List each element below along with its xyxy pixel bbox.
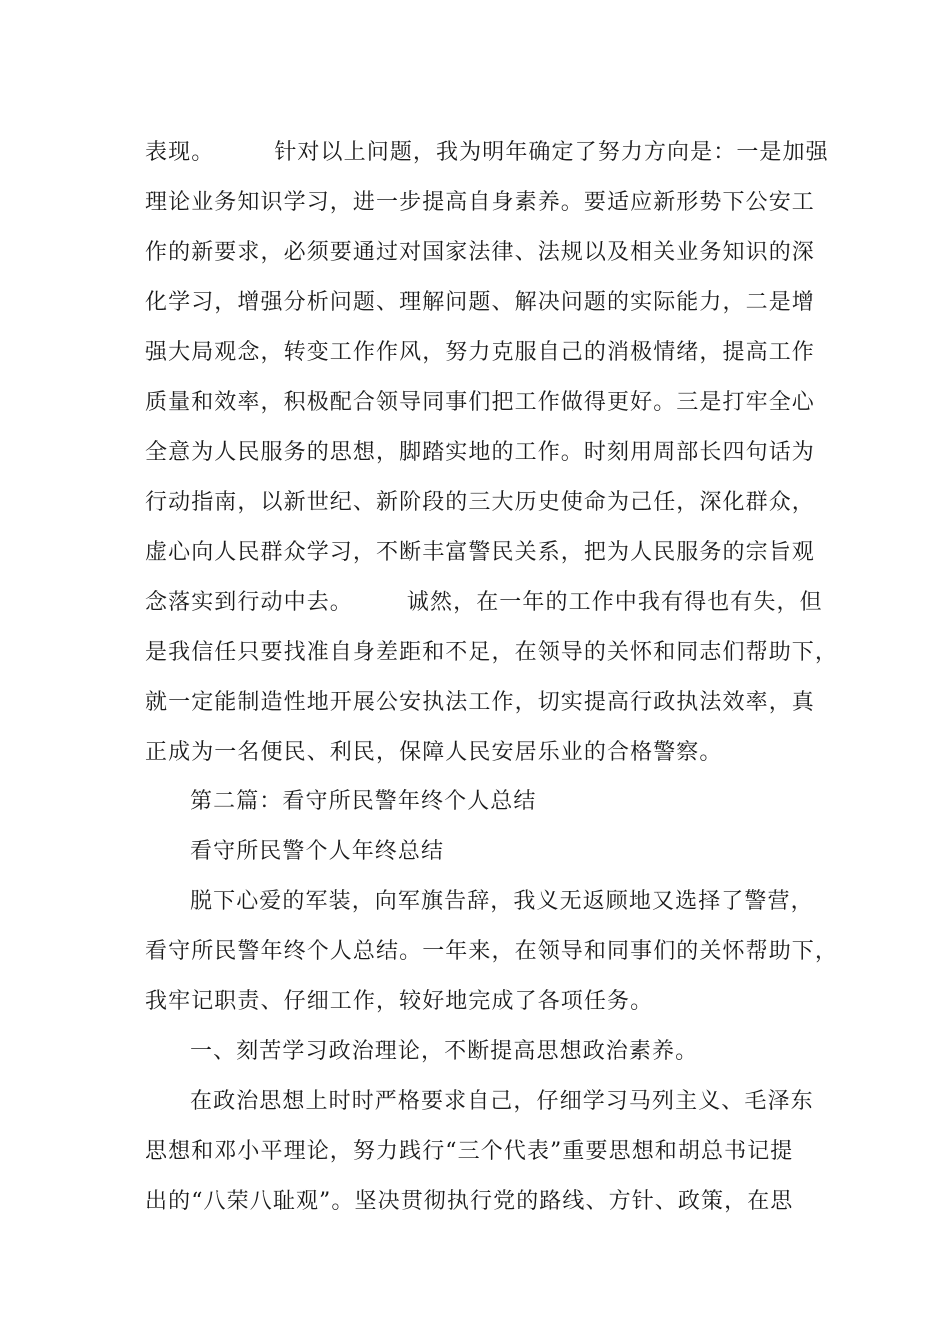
text-line: 行动指南，以新世纪、新阶段的三大历史使命为己任，深化群众， — [145, 490, 815, 515]
text-line — [145, 588, 823, 618]
text-line: 就一定能制造性地开展公安执法工作，切实提高行政执法效率，真 — [145, 690, 815, 715]
text-line: 思想和邓小平理论，努力践行“三个代表”重要思想和胡总书记提 — [145, 1139, 794, 1164]
text-line: 正成为一名便民、利民，保障人民安居乐业的合格警察。 — [145, 740, 723, 765]
section-heading: 第二篇：看守所民警年终个人总结 — [190, 789, 537, 814]
text-line: 是我信任只要找准自身差距和不足，在领导的关怀和同志们帮助下， — [145, 640, 839, 665]
text-line: 作的新要求，必须要通过对国家法律、法规以及相关业务知识的深 — [145, 240, 815, 265]
text-segment: 诚然，在一年的工作中我有得也有失，但 — [406, 590, 823, 615]
text-segment: 念落实到行动中去。 — [145, 590, 353, 615]
text-line: 脱下心爱的军装，向军旗告辞，我义无返顾地又选择了警营， — [190, 889, 814, 914]
text-line: 全意为人民服务的思想，脚踏实地的工作。时刻用周部长四句话为 — [145, 440, 815, 465]
text-line: 虚心向人民群众学习，不断丰富警民关系，把为人民服务的宗旨观 — [145, 540, 815, 565]
text-line: 在政治思想上时时严格要求自己，仔细学习马列主义、毛泽东 — [190, 1089, 814, 1114]
text-line: 看守所民警年终个人总结。一年来，在领导和同事们的关怀帮助下， — [145, 939, 839, 964]
text-segment: 针对以上问题，我为明年确定了努力方向是：一是加强 — [274, 140, 829, 165]
text-line — [145, 138, 829, 168]
text-line: 化学习，增强分析问题、理解问题、解决问题的实际能力，二是增 — [145, 290, 815, 315]
text-line: 质量和效率，积极配合领导同事们把工作做得更好。三是打牢全心 — [145, 390, 815, 415]
text-segment: 表现。 — [145, 140, 215, 165]
text-line: 强大局观念，转变工作作风，努力克服自己的消极情绪，提高工作 — [145, 340, 815, 365]
text-line: 我牢记职责、仔细工作，较好地完成了各项任务。 — [145, 989, 654, 1014]
section-heading: 一、刻苦学习政治理论，不断提高思想政治素养。 — [190, 1039, 699, 1064]
text-line: 理论业务知识学习，进一步提高自身素养。要适应新形势下公安工 — [145, 190, 815, 215]
text-line: 出的“八荣八耻观”。坚决贯彻执行党的路线、方针、政策，在思 — [145, 1189, 794, 1214]
document-subtitle: 看守所民警个人年终总结 — [190, 839, 445, 864]
